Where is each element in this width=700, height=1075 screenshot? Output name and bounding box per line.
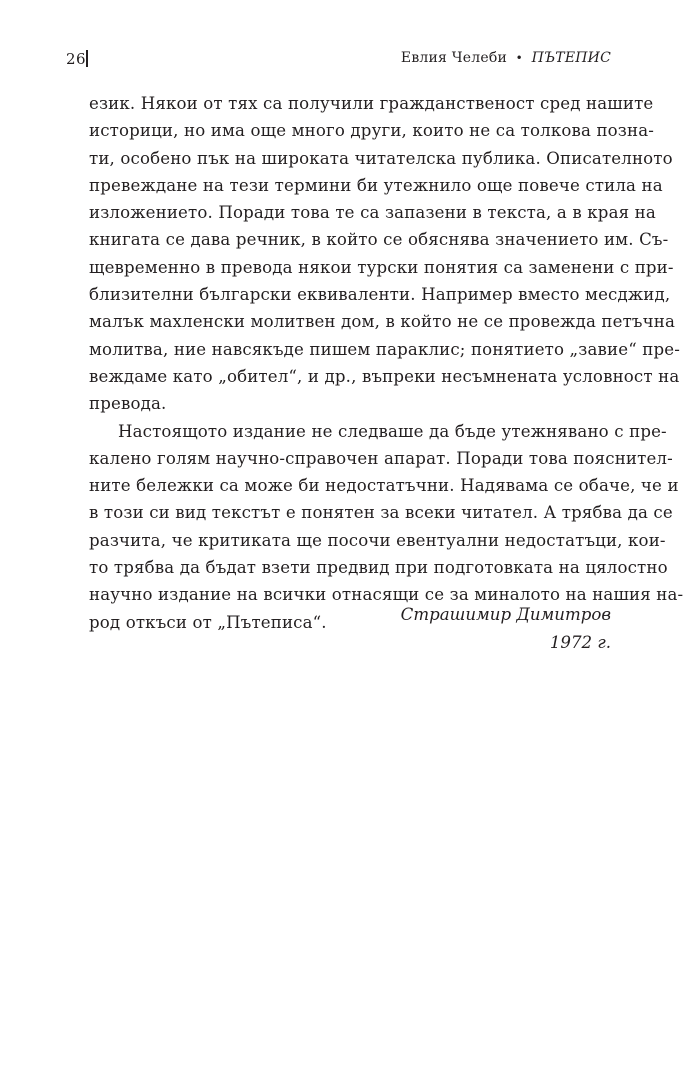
text-line: малък махленски молитвен дом, в който не се провежда петъчна	[89, 312, 676, 332]
text-line: веждаме като „обител“, и др., въпреки несъмнената условност на	[89, 366, 680, 386]
text-line: Настоящото издание не следваше да бъде утежнявано с пре-	[118, 421, 667, 441]
text-line: разчита, че критиката ще посочи евентуални недостатъци, кои-	[89, 530, 666, 550]
text-line: изложението. Поради това те са запазени в текста, а в края на	[89, 203, 656, 223]
text-line: в този си вид текстът е понятен за всеки читател. А трябва да се	[89, 503, 673, 523]
text-line: молитва, ние навсякъде пишем параклис; понятието „завие“ пре-	[89, 339, 680, 359]
running-head-author: Евлия Челеби	[400, 50, 507, 66]
text-line: превеждане на тези термини би утежнило още повече стила на	[89, 175, 663, 195]
page-number: 26	[66, 50, 87, 68]
text-line: книгата се дава речник, в който се обяснява значението им. Съ-	[89, 230, 669, 250]
body-text	[89, 90, 684, 636]
text-line: род откъси от „Пътеписа“.	[89, 612, 327, 632]
paragraph-1	[89, 90, 680, 418]
text-line: език. Някои от тях са получили гражданственост сред нашите	[89, 94, 654, 113]
text-line: ти, особено пък на широката читателска публика. Описателното	[89, 148, 673, 168]
signature	[401, 601, 611, 657]
text-line: то трябва да бъдат взети предвид при подготовката на цялостно	[89, 558, 668, 578]
text-line: научно издание на всички отнасящи се за миналото на нашия на-	[89, 585, 684, 605]
text-line: ните бележки са може би недостатъчни. Надявама се обаче, че и	[89, 476, 679, 496]
text-line: превода.	[89, 394, 167, 414]
text-line: калено голям научно-справочен апарат. Поради това пояснител-	[89, 448, 673, 468]
running-head-separator: •	[515, 51, 523, 65]
page-number-rule	[86, 50, 88, 67]
signature-year: 1972 г.	[549, 633, 611, 652]
signature-name: Страшимир Димитров	[400, 605, 611, 624]
running-head-book-title: ПЪТЕПИС	[531, 50, 611, 66]
text-line: щевременно в превода някои турски понятия са заменени с при-	[89, 257, 674, 277]
running-head	[401, 50, 611, 66]
text-line: историци, но има още много други, които не са толкова позна-	[89, 121, 655, 141]
text-line: близителни български еквиваленти. Например вместо месджид,	[89, 285, 671, 305]
